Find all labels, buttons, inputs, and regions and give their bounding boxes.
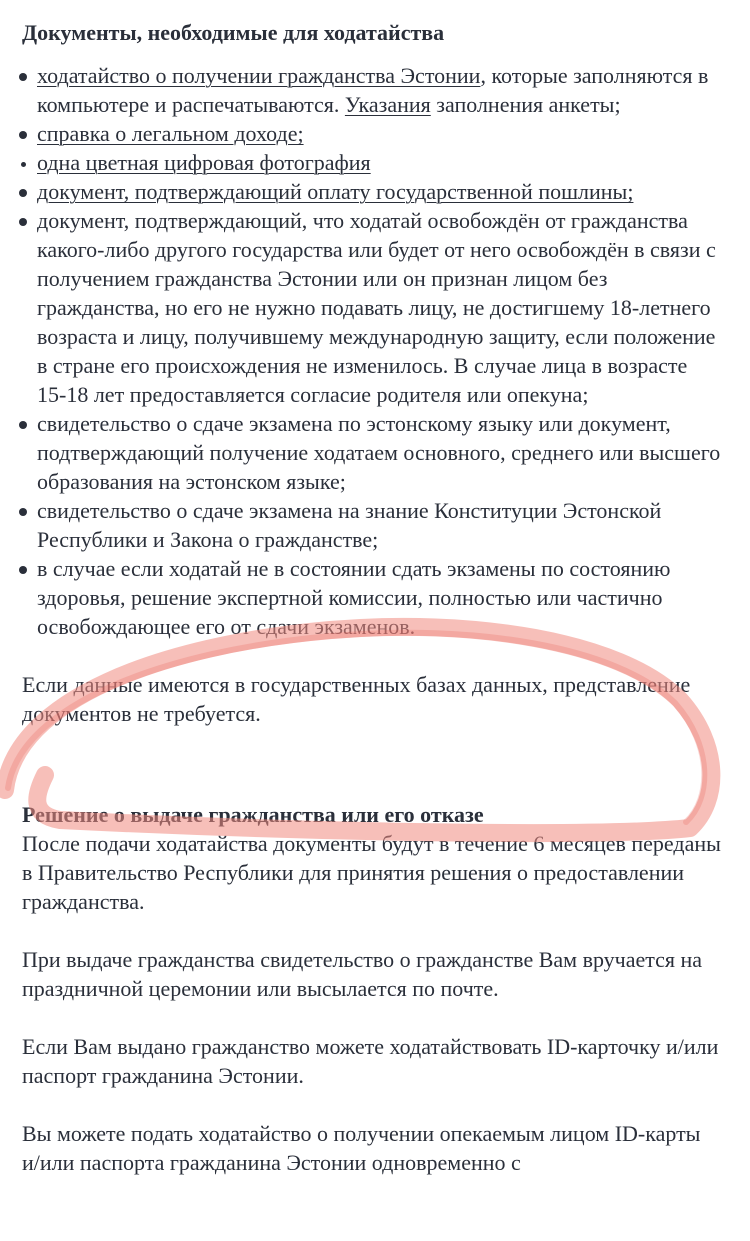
list-item-text: документ, подтверждающий, что ходатай освобождён от гражданства какого-либо другого государства или будет от него освобождён в связи с получением гражданства Эстонии или он признан лицом без гражданства, но его не нужно подавать лицу, не достигшему 18-летнего возраста и лицу, получившему международную защиту, если положение в стране его происхождения не изменилось. В случае лица в возрасте 15-18 лет предоставляется согласие родителя или опекуна; (37, 208, 716, 407)
documents-heading: Документы, необходимые для ходатайства (22, 20, 445, 45)
list-item-text: , которые заполняются в компьютере и распечатываются. (37, 63, 709, 117)
list-item (37, 554, 722, 641)
list-item (37, 409, 722, 496)
list-item (37, 119, 722, 148)
application-form-link[interactable]: ходатайство о получении гражданства Эстонии (37, 63, 481, 88)
photo-link[interactable]: одна цветная цифровая фотография (37, 150, 371, 175)
paragraph: Если Вам выдано гражданство можете ходатайствовать ID-карточку и/или паспорт гражданина Эстонии. (22, 1034, 719, 1088)
list-item-text: заполнения анкеты; (430, 92, 621, 117)
list-item (37, 496, 722, 554)
state-fee-link[interactable]: документ, подтверждающий оплату государственной пошлины; (37, 179, 634, 204)
list-item (37, 206, 722, 409)
paragraph: После подачи ходатайства документы будут в течение 6 месяцев переданы в Правительство Республики для принятия решения о предоставлении гражданства. (22, 831, 721, 914)
income-certificate-link[interactable]: справка о легальном доходе; (37, 121, 304, 146)
paragraph: При выдаче гражданства свидетельство о гражданстве Вам вручается на праздничной церемонии или высылается по почте. (22, 947, 703, 1001)
list-item-text: в случае если ходатай не в состоянии сдать экзамены по состоянию здоровья, решение экспертной комиссии, полностью или частично освобождающее его от сдачи экзаменов. (37, 556, 671, 639)
decision-heading: Решение о выдаче гражданства или его отказе (22, 802, 484, 827)
list-item (37, 148, 722, 177)
content (22, 18, 722, 1177)
list-item-text: свидетельство о сдаче экзамена по эстонскому языку или документ, подтверждающий получение ходатаем основного, среднего или высшего образования на эстонском языке; (37, 411, 721, 494)
documents-list (22, 61, 722, 641)
instructions-link[interactable]: Указания (344, 92, 431, 117)
databases-note: Если данные имеются в государственных базах данных, представление документов не требуется. (22, 672, 691, 726)
list-item (37, 177, 722, 206)
list-item (37, 61, 722, 119)
list-item-text: свидетельство о сдаче экзамена на знание Конституции Эстонской Республики и Закона о гражданстве; (37, 498, 662, 552)
decision-section (22, 800, 722, 1177)
paragraph: Вы можете подать ходатайство о получении опекаемым лицом ID-карты и/или паспорта гражданина Эстонии одновременно с (22, 1121, 701, 1175)
